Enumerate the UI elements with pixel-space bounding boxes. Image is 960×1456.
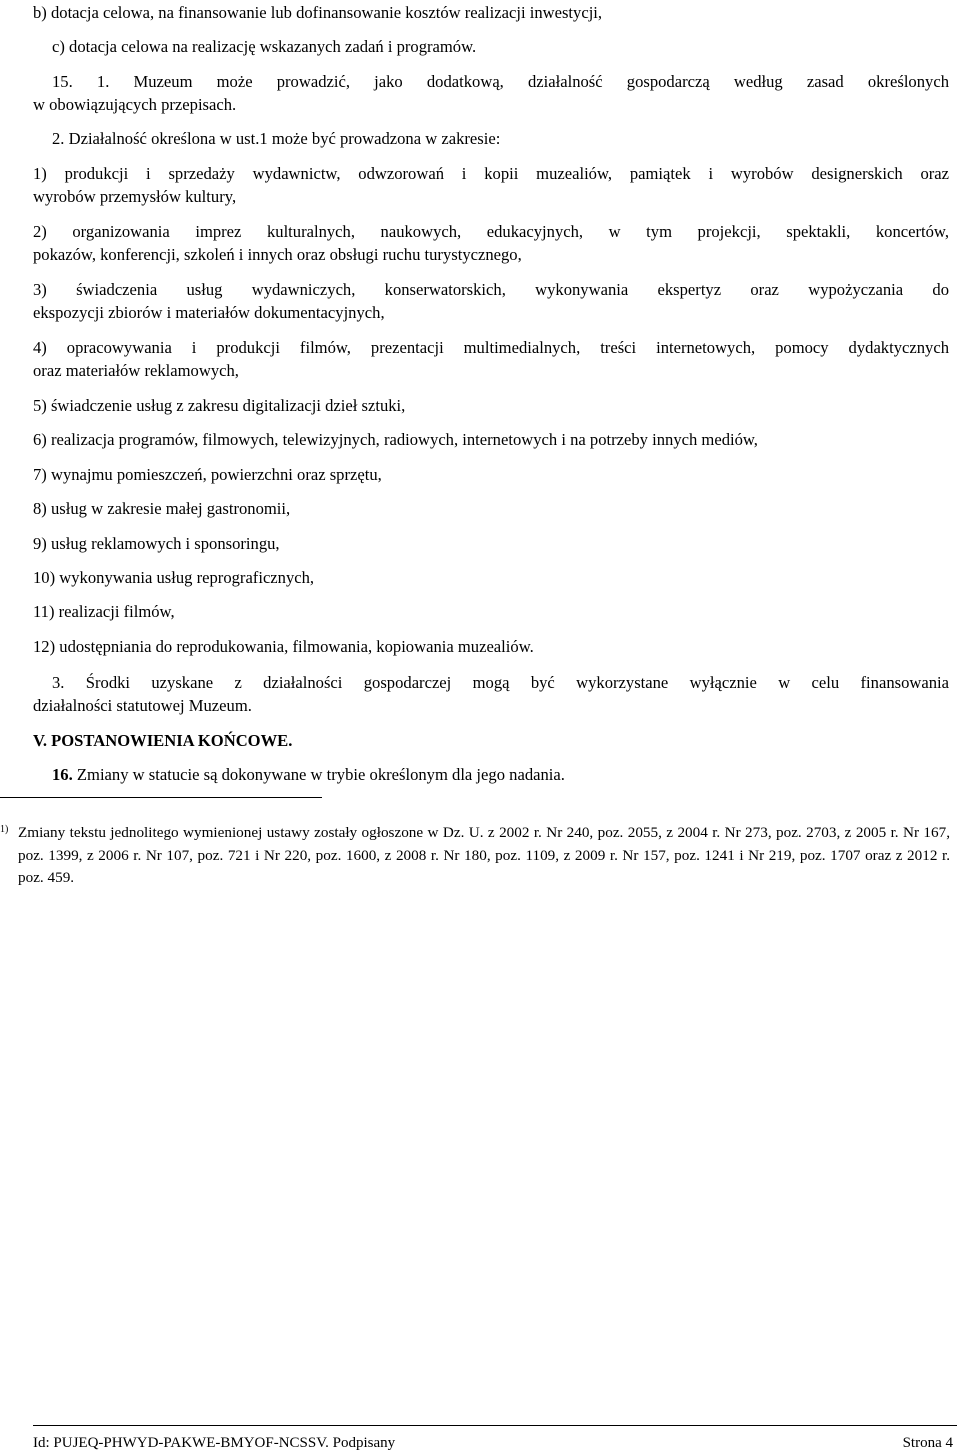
footer-page-number: Strona 4 [902, 1435, 953, 1451]
list-item-5: 5) świadczenie usług z zakresu digitalizacji dzieł sztuki, [33, 396, 406, 415]
paragraph-15-1-line1: 15. 1. Muzeum może prowadzić, jako dodatkową, działalność gospodarczą według zasad określonych [52, 72, 949, 91]
paragraph-16-number: 16. [52, 765, 73, 784]
footnote-mark: 1) [0, 824, 9, 835]
list-item-10: 10) wykonywania usług reprograficznych, [33, 568, 315, 587]
item-b: b) dotacja celowa, na finansowanie lub dofinansowanie kosztów realizacji inwestycji, [33, 3, 603, 22]
list-item-1-line1: 1) produkcji i sprzedaży wydawnictw, odwzorowań i kopii muzealiów, pamiątek i wyrobów designerskich oraz [33, 164, 949, 183]
list-item-4-line2: oraz materiałów reklamowych, [33, 361, 239, 380]
list-item-2-line2: pokazów, konferencji, szkoleń i innych oraz obsługi ruchu turystycznego, [33, 245, 522, 264]
list-item-11: 11) realizacji filmów, [33, 602, 175, 621]
list-item-2-line1: 2) organizowania imprez kulturalnych, naukowych, edukacyjnych, w tym projekcji, spektakli, koncertów, [33, 222, 949, 241]
paragraph-16 [52, 764, 960, 785]
footer-separator [33, 1425, 957, 1426]
list-item-8: 8) usług w zakresie małej gastronomii, [33, 499, 291, 518]
paragraph-15-3-line1: 3. Środki uzyskane z działalności gospodarczej mogą być wykorzystane wyłącznie w celu finansowania [52, 673, 949, 692]
list-item-3-line2: ekspozycji zbiorów i materiałów dokumentacyjnych, [33, 303, 385, 322]
footer-document-id: Id: PUJEQ-PHWYD-PAKWE-BMYOF-NCSSV. Podpisany [33, 1435, 396, 1451]
list-item-7: 7) wynajmu pomieszczeń, powierzchni oraz sprzętu, [33, 465, 382, 484]
footnote-separator [0, 797, 322, 798]
section-heading: V. POSTANOWIENIA KOŃCOWE. [33, 731, 293, 750]
list-item-3-line1: 3) świadczenia usług wydawniczych, konserwatorskich, wykonywania ekspertyz oraz wypożyczania do [33, 280, 949, 299]
item-c: c) dotacja celowa na realizację wskazanych zadań i programów. [52, 37, 477, 56]
list-item-4-line1: 4) opracowywania i produkcji filmów, prezentacji multimedialnych, treści internetowych, pomocy dydaktycznych [33, 338, 949, 357]
paragraph-15-1-line2: w obowiązujących przepisach. [33, 95, 237, 114]
list-item-9: 9) usług reklamowych i sponsoringu, [33, 534, 280, 553]
list-item-1-line2: wyrobów przemysłów kultury, [33, 187, 237, 206]
footnote-text: Zmiany tekstu jednolitego wymienionej ustawy zostały ogłoszone w Dz. U. z 2002 r. Nr 240, poz. 2055, z 2004 r. Nr 273, poz. 2703, z 2005 r. Nr 167, poz. 1399, z 2006 r. Nr 107, poz. 721 i Nr 220, poz. 1600, z 2008 r. Nr 180, poz. 1109, z 2009 r. Nr 157, poz. 1241 i Nr 219, poz. 1707 oraz z 2012 r. poz. 459. [18, 824, 950, 886]
paragraph-15-3-line2: działalności statutowej Muzeum. [33, 696, 252, 715]
list-item-6: 6) realizacja programów, filmowych, telewizyjnych, radiowych, internetowych i na potrzeby innych mediów, [33, 430, 758, 449]
list-item-12: 12) udostępniania do reprodukowania, filmowania, kopiowania muzealiów. [33, 637, 534, 656]
paragraph-16-text: Zmiany w statucie są dokonywane w trybie określonym dla jego nadania. [72, 765, 565, 784]
paragraph-15-2: 2. Działalność określona w ust.1 może być prowadzona w zakresie: [52, 129, 501, 148]
